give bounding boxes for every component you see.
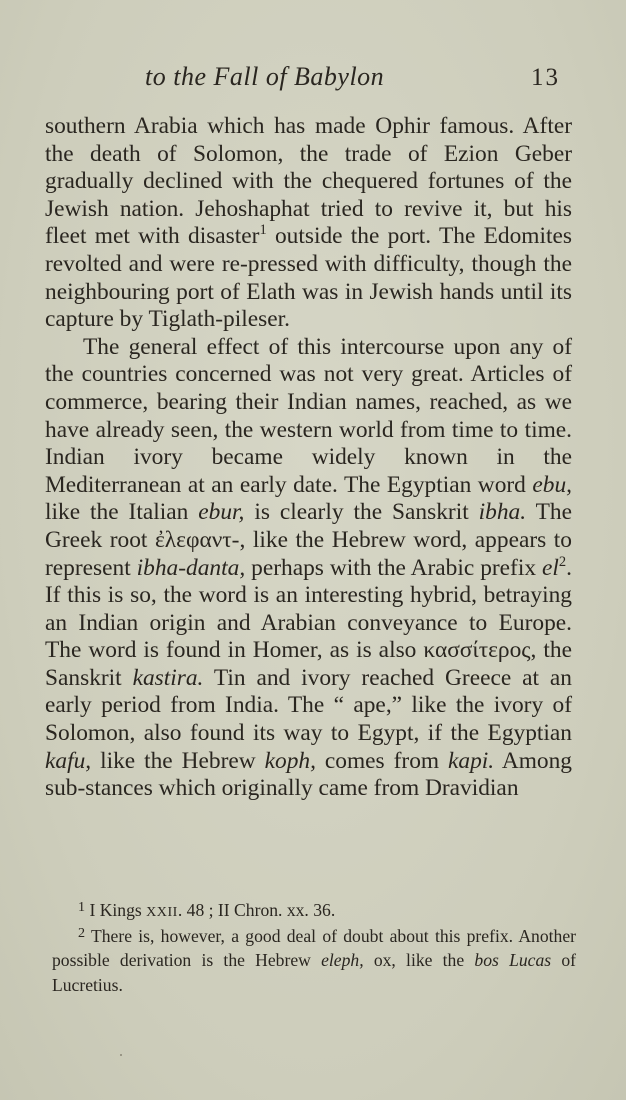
greek-word: κασσίτερος, bbox=[423, 637, 537, 664]
footnote-ref-1: 1 bbox=[259, 222, 267, 239]
text-run: is clearly the Sanskrit bbox=[244, 499, 479, 526]
italic-term: kapi. bbox=[448, 747, 495, 774]
italic-term: ibha-danta, bbox=[136, 554, 246, 581]
text-run: The Greek root bbox=[45, 499, 572, 553]
page-number: 13 bbox=[531, 64, 560, 91]
text-run: outside the port. The Edomites revolted and were re-pressed with difficulty, though the neighbouring port of Elath was in Jewish hands until its capture by Tiglath-pileser. bbox=[45, 223, 572, 333]
italic-term: bos Lucas bbox=[474, 950, 552, 971]
footnote-ref-2: 2 bbox=[558, 553, 567, 570]
text-run: comes from bbox=[315, 747, 449, 774]
footnote-1 bbox=[52, 898, 576, 924]
paper-speck bbox=[120, 1054, 122, 1056]
running-title: to the Fall of Babylon bbox=[145, 62, 385, 91]
text-run: Tin and ivory reached Greece at an early period from India. The “ ape,” like the ivory of Solomon, also found its way to Egypt, if the Egyptian bbox=[45, 664, 572, 747]
body-text bbox=[45, 113, 572, 803]
greek-word: ἐλεφαντ-, bbox=[154, 526, 246, 553]
footnotes bbox=[52, 898, 576, 997]
footnote-mark: 2 bbox=[78, 925, 86, 942]
italic-term: el bbox=[542, 554, 559, 581]
text-run: The general effect of this intercourse upon any of the countries concerned was not very great. Articles of commerce, bearing their Indian names, reached, as we have already seen, the western world from time to time. Indian ivory became widely known in the Mediterranean at an early date. The Egyptian word bbox=[45, 333, 572, 498]
text-run: of Lucretius. bbox=[52, 950, 577, 995]
text-run: perhaps with the Arabic prefix bbox=[245, 554, 542, 581]
italic-term: ebur, bbox=[198, 499, 245, 526]
text-run: like the Italian bbox=[45, 499, 199, 526]
text-run: Among sub-stances which originally came from Dravidian bbox=[45, 747, 572, 802]
text-run: There is, however, a good deal of doubt about this prefix. Another possible derivation is the Hebrew bbox=[52, 926, 576, 971]
text-run: the Sanskrit bbox=[45, 637, 572, 691]
italic-term: ibha. bbox=[478, 499, 527, 526]
text-run: I Kings bbox=[85, 900, 147, 920]
italic-term: ebu, bbox=[532, 471, 572, 498]
paragraph-2 bbox=[45, 334, 572, 803]
text-run: . If this is so, the word is an interesting hybrid, betraying an Indian origin and Arabian conveyance to Europe. The word is found in Homer, as is also bbox=[45, 554, 572, 664]
footnote-2 bbox=[52, 924, 576, 997]
text-run: ox, like the bbox=[363, 950, 475, 971]
italic-term: koph, bbox=[264, 747, 316, 774]
text-run: southern Arabia which has made Ophir famous. After the death of Solomon, the trade of Ezion Geber gradually declined with the chequered fortunes of the Jewish nation. Jehoshaphat tried to revive it, but his fleet met with disaster bbox=[45, 113, 572, 250]
text-run: like the Hebrew bbox=[91, 747, 265, 774]
italic-term: kafu, bbox=[45, 747, 92, 774]
small-caps-numeral: XXII bbox=[146, 904, 178, 920]
text-run: . 48 ; II Chron. xx. 36. bbox=[177, 900, 336, 920]
running-head bbox=[0, 62, 626, 102]
italic-term: eleph, bbox=[321, 950, 364, 971]
text-run: like the Hebrew word, appears to represent bbox=[45, 526, 572, 581]
footnote-mark: 1 bbox=[78, 899, 86, 916]
italic-term: kastira. bbox=[132, 664, 204, 691]
paragraph-1 bbox=[45, 113, 572, 334]
